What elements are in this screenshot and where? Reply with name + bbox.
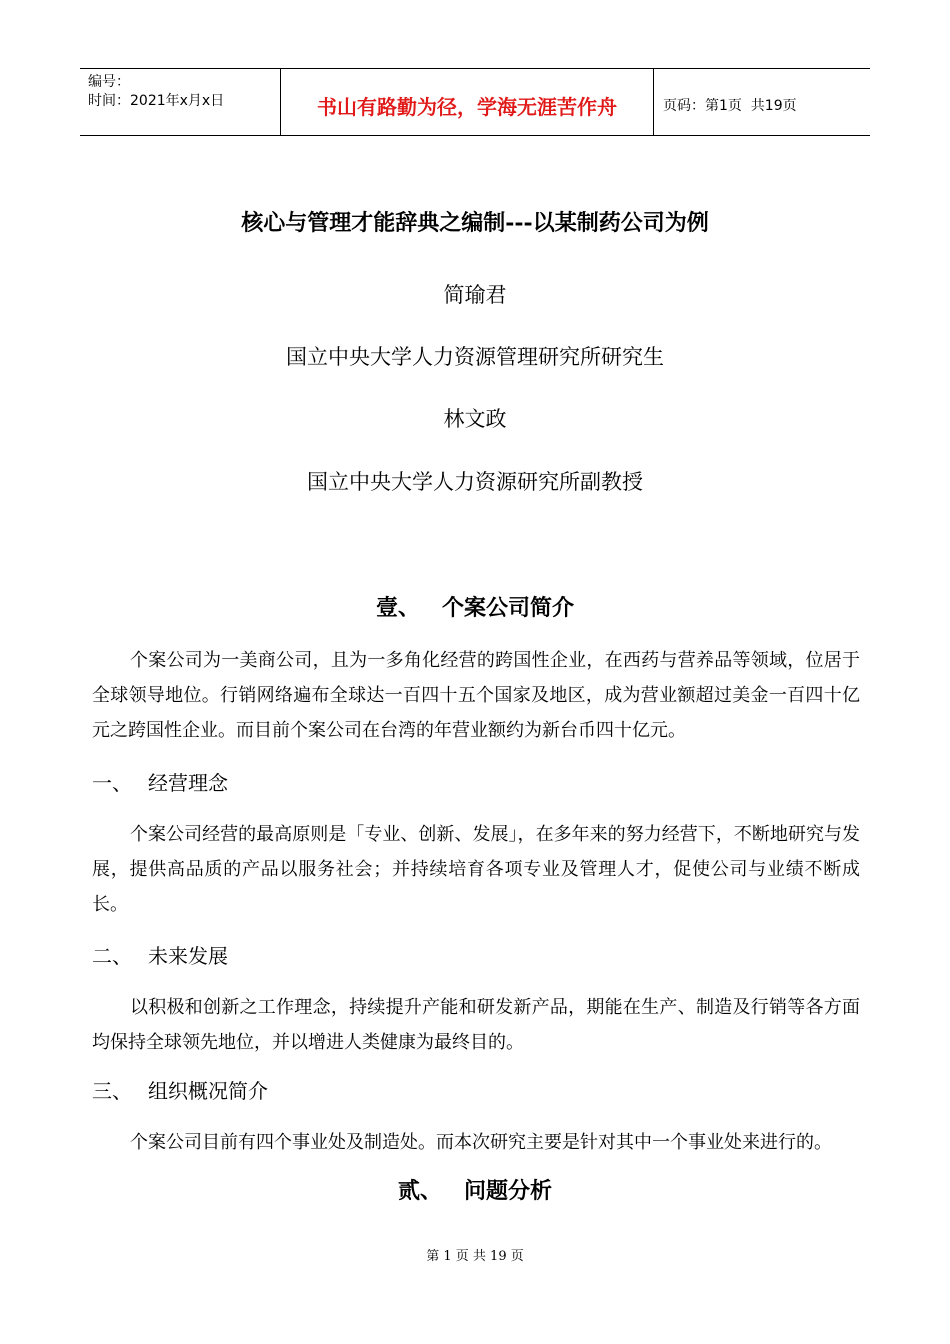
- author-affiliation-2: 国立中央大学人力资源研究所副教授: [307, 470, 643, 494]
- paragraph-business-philosophy: 个案公司经营的最高原则是「专业、创新、发展」，在多年来的努力经营下，不断地研究与发展，提供高品质的产品以服务社会；并持续培育各项专业及管理人才，促使公司与业绩不断成长。: [92, 824, 860, 915]
- author-affiliation-1: 国立中央大学人力资源管理研究所研究生: [286, 345, 664, 369]
- subsection-number: 二、: [92, 944, 132, 968]
- paragraph-future-development: 以积极和创新之工作理念，持续提升产能和研发新产品，期能在生产、制造及行销等各方面均保持全球领先地位，并以增进人类健康为最终目的。: [92, 997, 860, 1053]
- header-page-info: 页码：第1页 共19页: [663, 98, 797, 114]
- subsection-heading-2: [92, 941, 228, 971]
- document-header: [80, 68, 870, 136]
- header-motto: 书山有路勤为径，学海无涯苦作舟: [281, 69, 654, 135]
- section-heading-1: [0, 593, 950, 623]
- paragraph-company-intro: 个案公司为一美商公司，且为一多角化经营的跨国性企业，在西药与营养品等领域，位居于全球领导地位。行销网络遍布全球达一百四十五个国家及地区，成为营业额超过美金一百四十亿元之跨国性企业。而目前个案公司在台湾的年营业额约为新台币四十亿元。: [92, 650, 860, 741]
- document-date-label: 时间：2021年x月x日: [88, 93, 225, 109]
- subsection-heading-1: [92, 768, 228, 798]
- subsection-title: 经营理念: [148, 771, 228, 795]
- subsection-title: 组织概况简介: [148, 1079, 268, 1103]
- page-footer: 第 1 页 共 19 页: [426, 1249, 524, 1264]
- author-name-1: 简瑜君: [443, 283, 507, 307]
- document-title: 核心与管理才能辞典之编制---以某制药公司为例: [241, 210, 709, 236]
- subsection-number: 一、: [92, 771, 132, 795]
- paragraph-organization-overview: 个案公司目前有四个事业处及制造处。而本次研究主要是针对其中一个事业处来进行的。: [130, 1132, 832, 1153]
- author-name-2: 林文政: [443, 407, 507, 431]
- section-number: 贰、: [397, 1178, 442, 1204]
- section-title: 问题分析: [464, 1178, 553, 1204]
- subsection-number: 三、: [92, 1079, 132, 1103]
- section-heading-2: [0, 1176, 950, 1206]
- section-number: 壹、: [375, 595, 420, 621]
- document-number-label: 编号：: [88, 74, 130, 90]
- subsection-heading-3: [92, 1076, 268, 1106]
- subsection-title: 未来发展: [148, 944, 228, 968]
- header-meta-cell: [80, 69, 281, 135]
- section-title: 个案公司简介: [442, 595, 575, 621]
- header-page-cell: [654, 69, 870, 135]
